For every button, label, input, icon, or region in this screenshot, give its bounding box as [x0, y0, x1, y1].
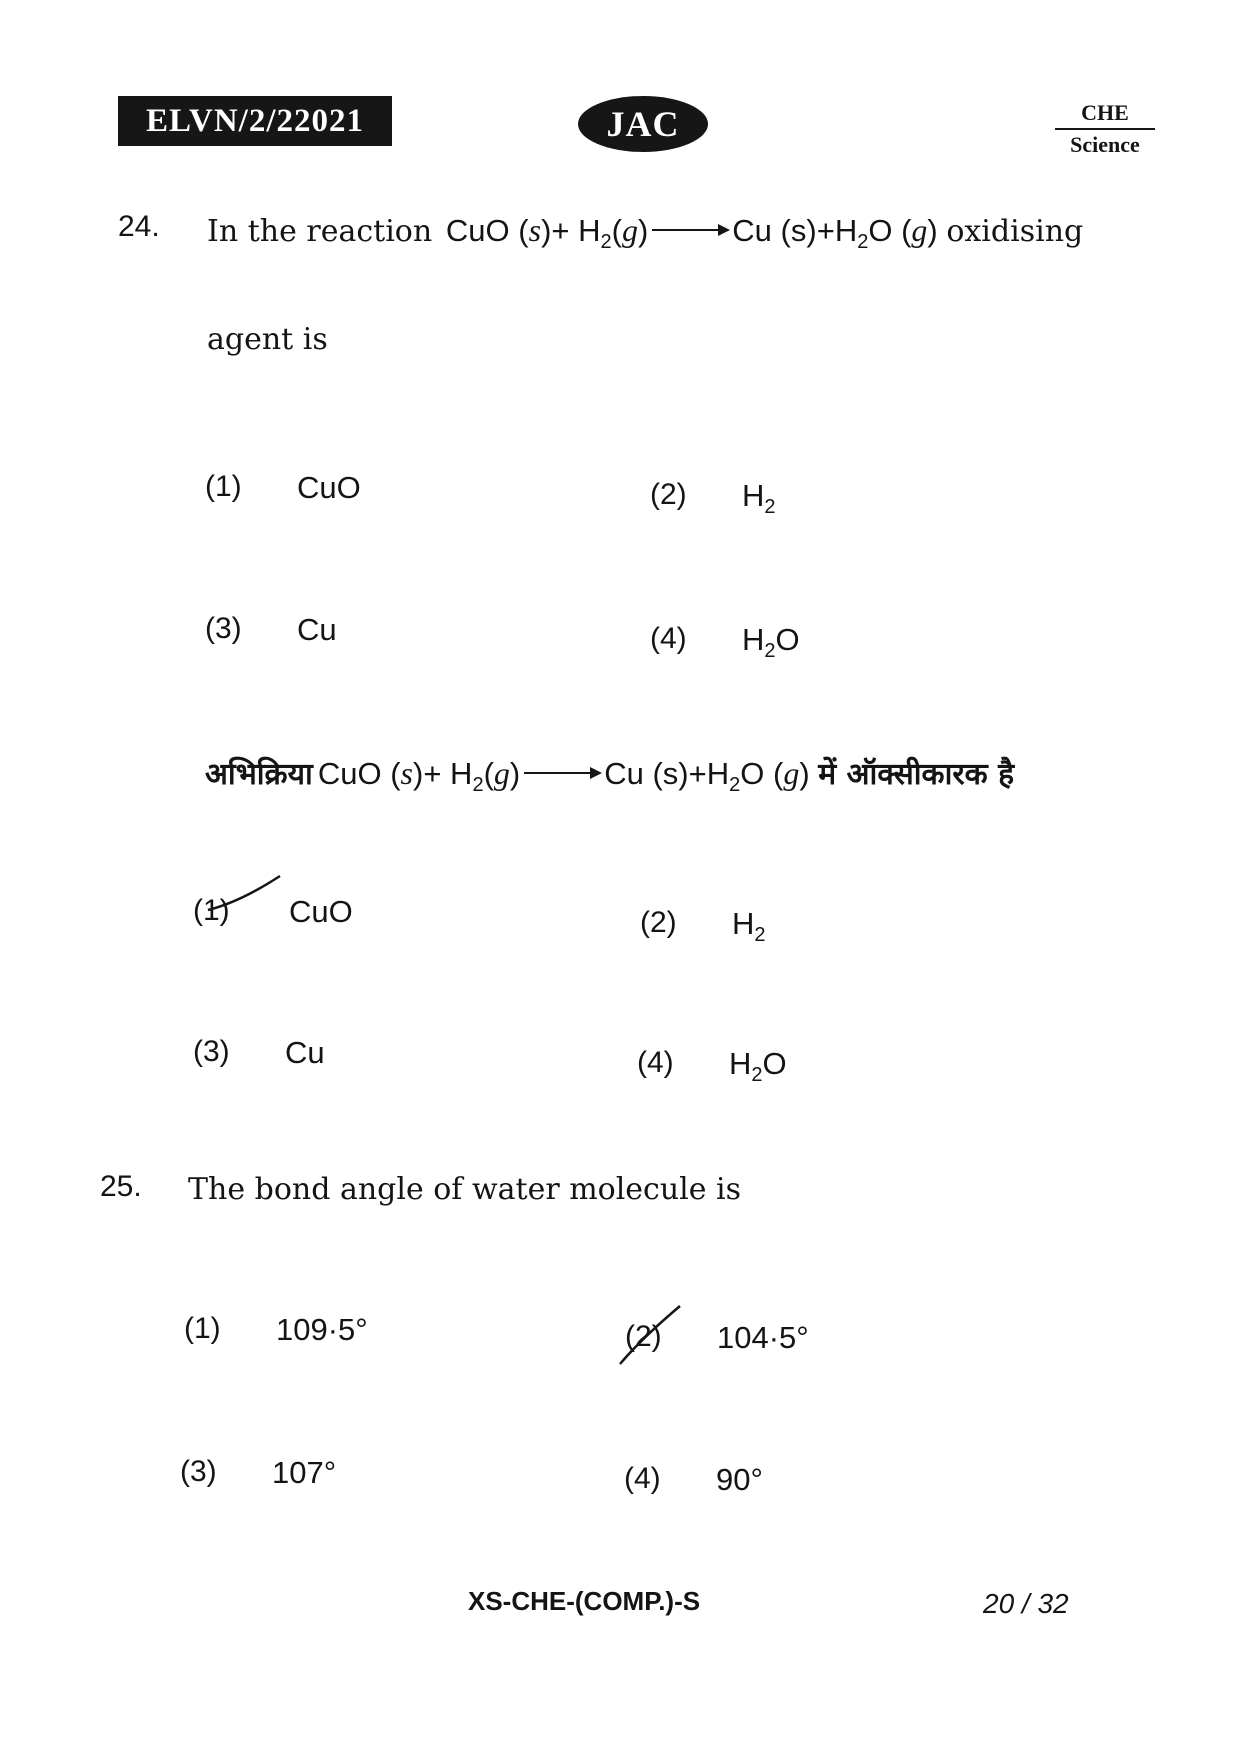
question-24-hindi — [205, 752, 1165, 797]
option-2: (2) 104·5° — [625, 1320, 809, 1355]
page-number: 20 / 32 — [983, 1588, 1069, 1619]
option-4-hindi: (4) $H_2O$ — [637, 1046, 787, 1087]
option-1: (1) CuO — [205, 470, 361, 505]
subject-label — [1055, 100, 1155, 158]
question-24-line2: agent is — [207, 322, 328, 357]
question-number: 24. — [118, 210, 160, 243]
checkmark-icon — [200, 870, 285, 920]
option-3-hindi: (3) Cu — [193, 1035, 325, 1070]
paper-code: ELVN/2/22021 — [118, 96, 392, 146]
option-4: (4) 90° — [624, 1462, 763, 1497]
question-lead: In the reaction — [207, 214, 433, 249]
question-24-line1 — [207, 212, 1147, 254]
hindi-tail: में ऑक्सीकारक है — [818, 757, 1015, 792]
board-logo: JAC — [578, 96, 708, 152]
option-3: (3) 107° — [180, 1455, 337, 1490]
reaction-arrow — [524, 772, 600, 774]
subject-divider — [1055, 128, 1155, 130]
option-4: (4) $H_2O$ — [650, 622, 800, 663]
subject-name: Science — [1070, 132, 1140, 157]
hindi-lead: अभिक्रिया — [205, 757, 313, 792]
subject-code: CHE — [1081, 100, 1129, 125]
option-2-hindi: (2) $H_2$ — [640, 906, 766, 947]
option-1: (1) 109·5° — [184, 1312, 368, 1347]
option-1-hindi: (1) CuO — [193, 894, 353, 929]
reaction-arrow — [652, 229, 728, 231]
footer-code: XS-CHE-(COMP.)-S — [468, 1586, 701, 1616]
option-2: (2) $H_2$ — [650, 478, 776, 519]
question-tail: oxidising — [946, 214, 1084, 249]
question-25-text: The bond angle of water molecule is — [188, 1172, 742, 1207]
reaction-equation: CuO $(s)+ H_2(g)$ Cu $(s)+H_2O$ (g) — [445, 212, 947, 254]
question-number: 25. — [100, 1170, 142, 1203]
reaction-equation-hindi: CuO $(s)+ H_2(g)$ Cu $(s)+H_2O$ (g) — [317, 755, 819, 797]
option-3: (3) Cu — [205, 612, 337, 647]
